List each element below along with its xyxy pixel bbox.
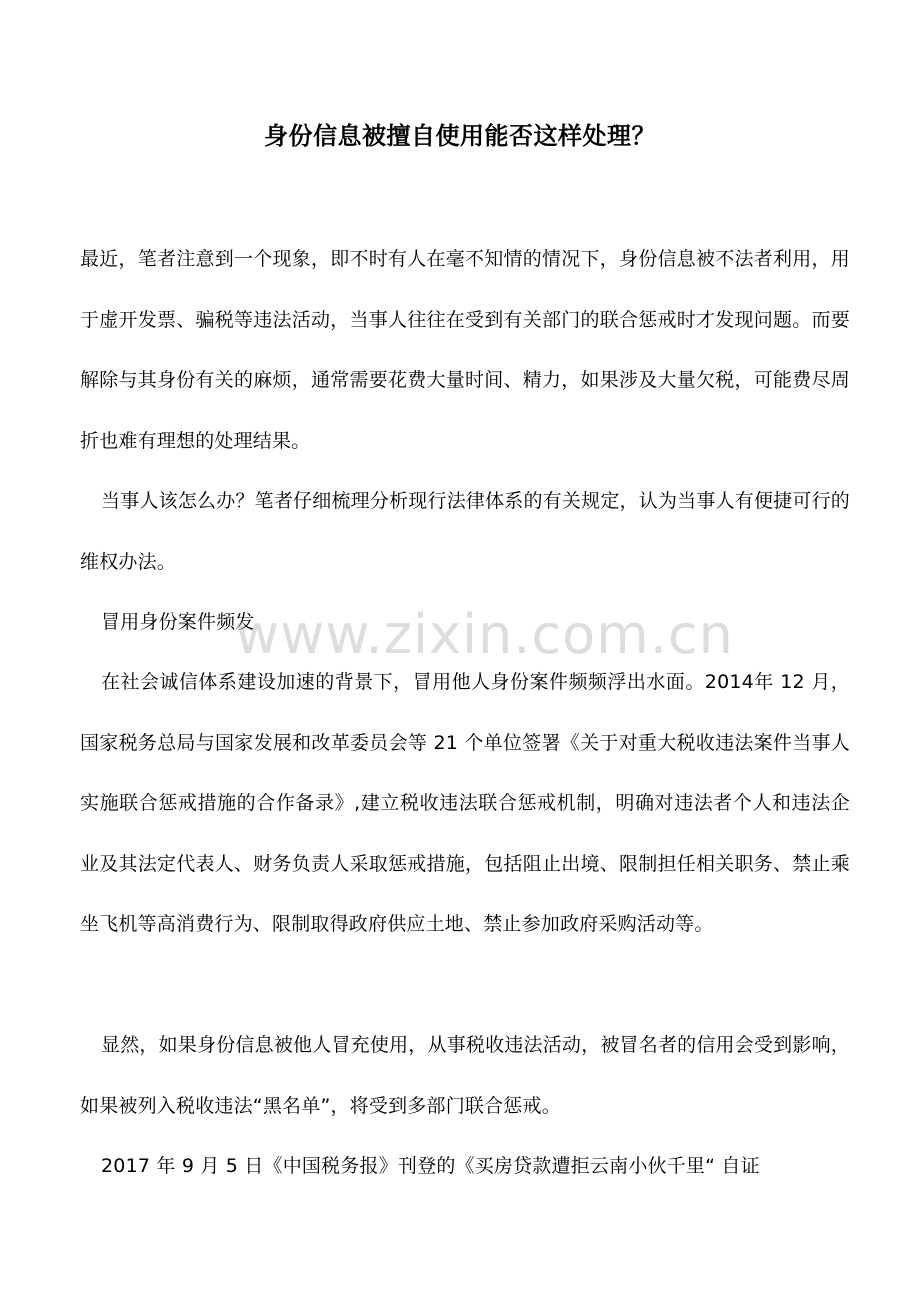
section-heading: 冒用身份案件频发 (101, 611, 255, 633)
paragraph-question: 当事人该怎么办？笔者仔细梳理分析现行法律体系的有关规定，认为当事人有便捷可行的维权办法。 (80, 490, 850, 573)
paragraph-news: 2017 年 9 月 5 日《中国税务报》刊登的《买房贷款遭拒云南小伙千里“ 自证 (101, 1155, 760, 1177)
paragraph-intro: 最近，笔者注意到一个现象，即不时有人在毫不知情的情况下，身份信息被不法者利用，用于虚开发票、骗税等违法活动，当事人往往在受到有关部门的联合惩戒时才发现问题。而要解除与其身份有关的麻烦，通常需要花费大量时间、精力，如果涉及大量欠税，可能费尽周折也难有理想的处理结果。 (80, 248, 850, 452)
document-title: 身份信息被擅自使用能否这样处理？ (264, 122, 656, 150)
watermark: www.zixin.com.cn (235, 603, 734, 666)
paragraph-background: 在社会诚信体系建设加速的背景下，冒用他人身份案件频频浮出水面。2014年 12 月，国家税务总局与国家发展和改革委员会等 21 个单位签署《关于对重大税收违法案件当事人实施联合惩戒措施的合作备录》,建立税收违法联合惩戒机制，明确对违法者个人和违法企业及其法定代表人、财务负责人采取惩戒措施，包括阻止出境、限制担任相关职务、禁止乘坐飞机等高消费行为、限制取得政府供应土地、禁止参加政府采购活动等。 (80, 671, 850, 935)
paragraph-consequence: 显然，如果身份信息被他人冒充使用，从事税收违法活动，被冒名者的信用会受到影响，如果被列入税收违法“黑名单”，将受到多部门联合惩戒。 (80, 1034, 850, 1117)
